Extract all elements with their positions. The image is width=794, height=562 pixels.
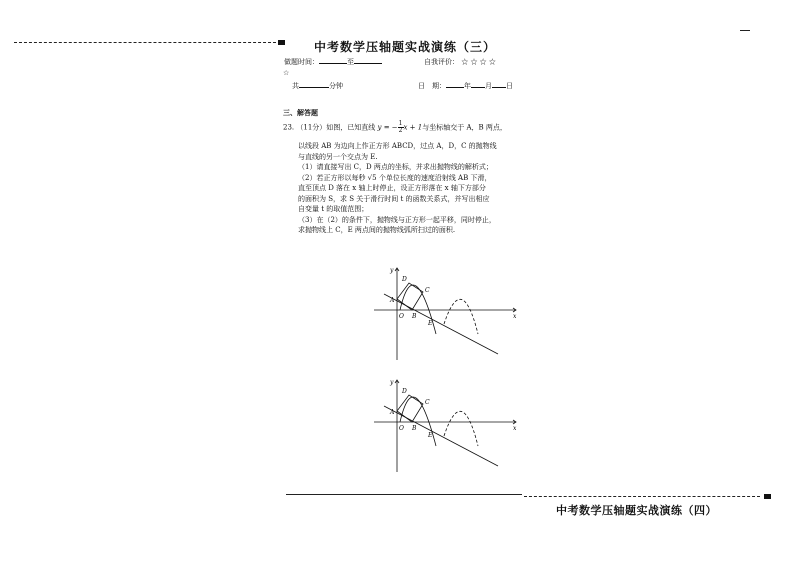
- problem-number: 23.: [283, 123, 295, 132]
- problem-intro-tail: 与坐标轴交于 A，B 两点，: [422, 123, 507, 132]
- label-b: B: [412, 313, 417, 320]
- next-page-title: 中考数学压轴题实战演练（四）: [556, 504, 717, 517]
- top-right-rule: [740, 30, 750, 31]
- self-eval-label: 自我评价：: [424, 58, 459, 66]
- problem-intro: 如图，已知直线: [326, 123, 376, 132]
- year-unit: 年: [464, 82, 471, 90]
- day-unit: 日: [506, 82, 513, 90]
- time-row: [284, 57, 382, 68]
- day-blank: [492, 81, 506, 88]
- line-ab: [384, 294, 498, 354]
- label-y: y: [390, 267, 394, 274]
- time-to: 至: [347, 58, 354, 66]
- problem-first-line: [283, 121, 507, 134]
- label-a: A: [390, 297, 395, 304]
- problem-score: （11分）: [296, 123, 327, 132]
- problem-line: 以线段 AB 为边向上作正方形 ABCD，过点 A，D，C 的抛物线: [298, 142, 497, 150]
- problem-line: （2）若正方形以每秒 √5 个单位长度的速度沿射线 AB 下滑，: [298, 173, 492, 182]
- self-eval-star-wrap: ☆: [283, 69, 290, 77]
- problem-body: [298, 141, 497, 236]
- figure-2: [370, 374, 520, 476]
- month-blank: [471, 81, 485, 88]
- total-prefix: 共: [292, 82, 299, 90]
- problem-line: 与直线的另一个交点为 E.: [298, 152, 378, 161]
- label-c: C: [425, 287, 430, 294]
- label-d: D: [402, 388, 407, 395]
- bottom-rule-marker: [764, 494, 771, 499]
- problem-line: 求抛物线上 C，E 两点间的抛物线弧所扫过的面积.: [298, 226, 456, 234]
- year-blank: [446, 81, 464, 88]
- label-c: C: [425, 399, 430, 406]
- label-x: x: [513, 313, 517, 320]
- fraction-numerator: 1: [398, 120, 403, 127]
- parabola-dashed: [444, 299, 478, 334]
- label-b: B: [412, 425, 417, 432]
- label-x: x: [513, 425, 517, 432]
- total-blank: [299, 81, 329, 88]
- problem-line: 的面积为 S，求 S 关于滑行时间 t 的函数关系式，并写出相应: [298, 194, 490, 203]
- label-o: O: [399, 425, 404, 432]
- label-o: O: [399, 313, 404, 320]
- equation-right: x + 1: [403, 123, 423, 132]
- label-y: y: [390, 379, 394, 386]
- problem-line: （1）请直接写出 C，D 两点的坐标，并求出抛物线的解析式；: [298, 163, 493, 171]
- problem-line: 自变量 t 的取值范围；: [298, 205, 369, 213]
- fraction-denominator: 2: [398, 127, 403, 134]
- figure-1: [370, 262, 520, 364]
- top-left-dashed-rule: [14, 42, 276, 43]
- section-heading: 三、解答题: [283, 108, 318, 117]
- date-label: 日 期：: [418, 82, 446, 90]
- self-eval-stars: ☆ ☆ ☆ ☆: [461, 58, 496, 66]
- date-row: [418, 81, 513, 92]
- label-e: E: [428, 320, 433, 327]
- total-row: [292, 81, 343, 92]
- page-title: 中考数学压轴题实战演练（三）: [314, 40, 497, 54]
- label-a: A: [390, 409, 395, 416]
- time-start-blank: [319, 57, 347, 64]
- problem-line: 直至顶点 D 落在 x 轴上时停止，设正方形落在 x 轴下方部分: [298, 184, 486, 192]
- top-rule-marker: [278, 40, 285, 45]
- time-end-blank: [354, 57, 382, 64]
- label-d: D: [402, 276, 407, 283]
- bottom-right-dashed-rule: [524, 496, 760, 497]
- label-e: E: [428, 432, 433, 439]
- self-eval: [424, 57, 496, 68]
- line-ab: [384, 406, 498, 466]
- bottom-left-rule: [286, 494, 522, 495]
- problem-line: （3）在（2）的条件下，抛物线与正方形一起平移，同时停止，: [298, 215, 496, 224]
- time-label: 做题时间：: [284, 58, 319, 66]
- equation-left: y = −: [377, 123, 398, 132]
- parabola-dashed: [444, 411, 478, 446]
- month-unit: 月: [485, 82, 492, 90]
- total-suffix: 分钟: [329, 82, 343, 90]
